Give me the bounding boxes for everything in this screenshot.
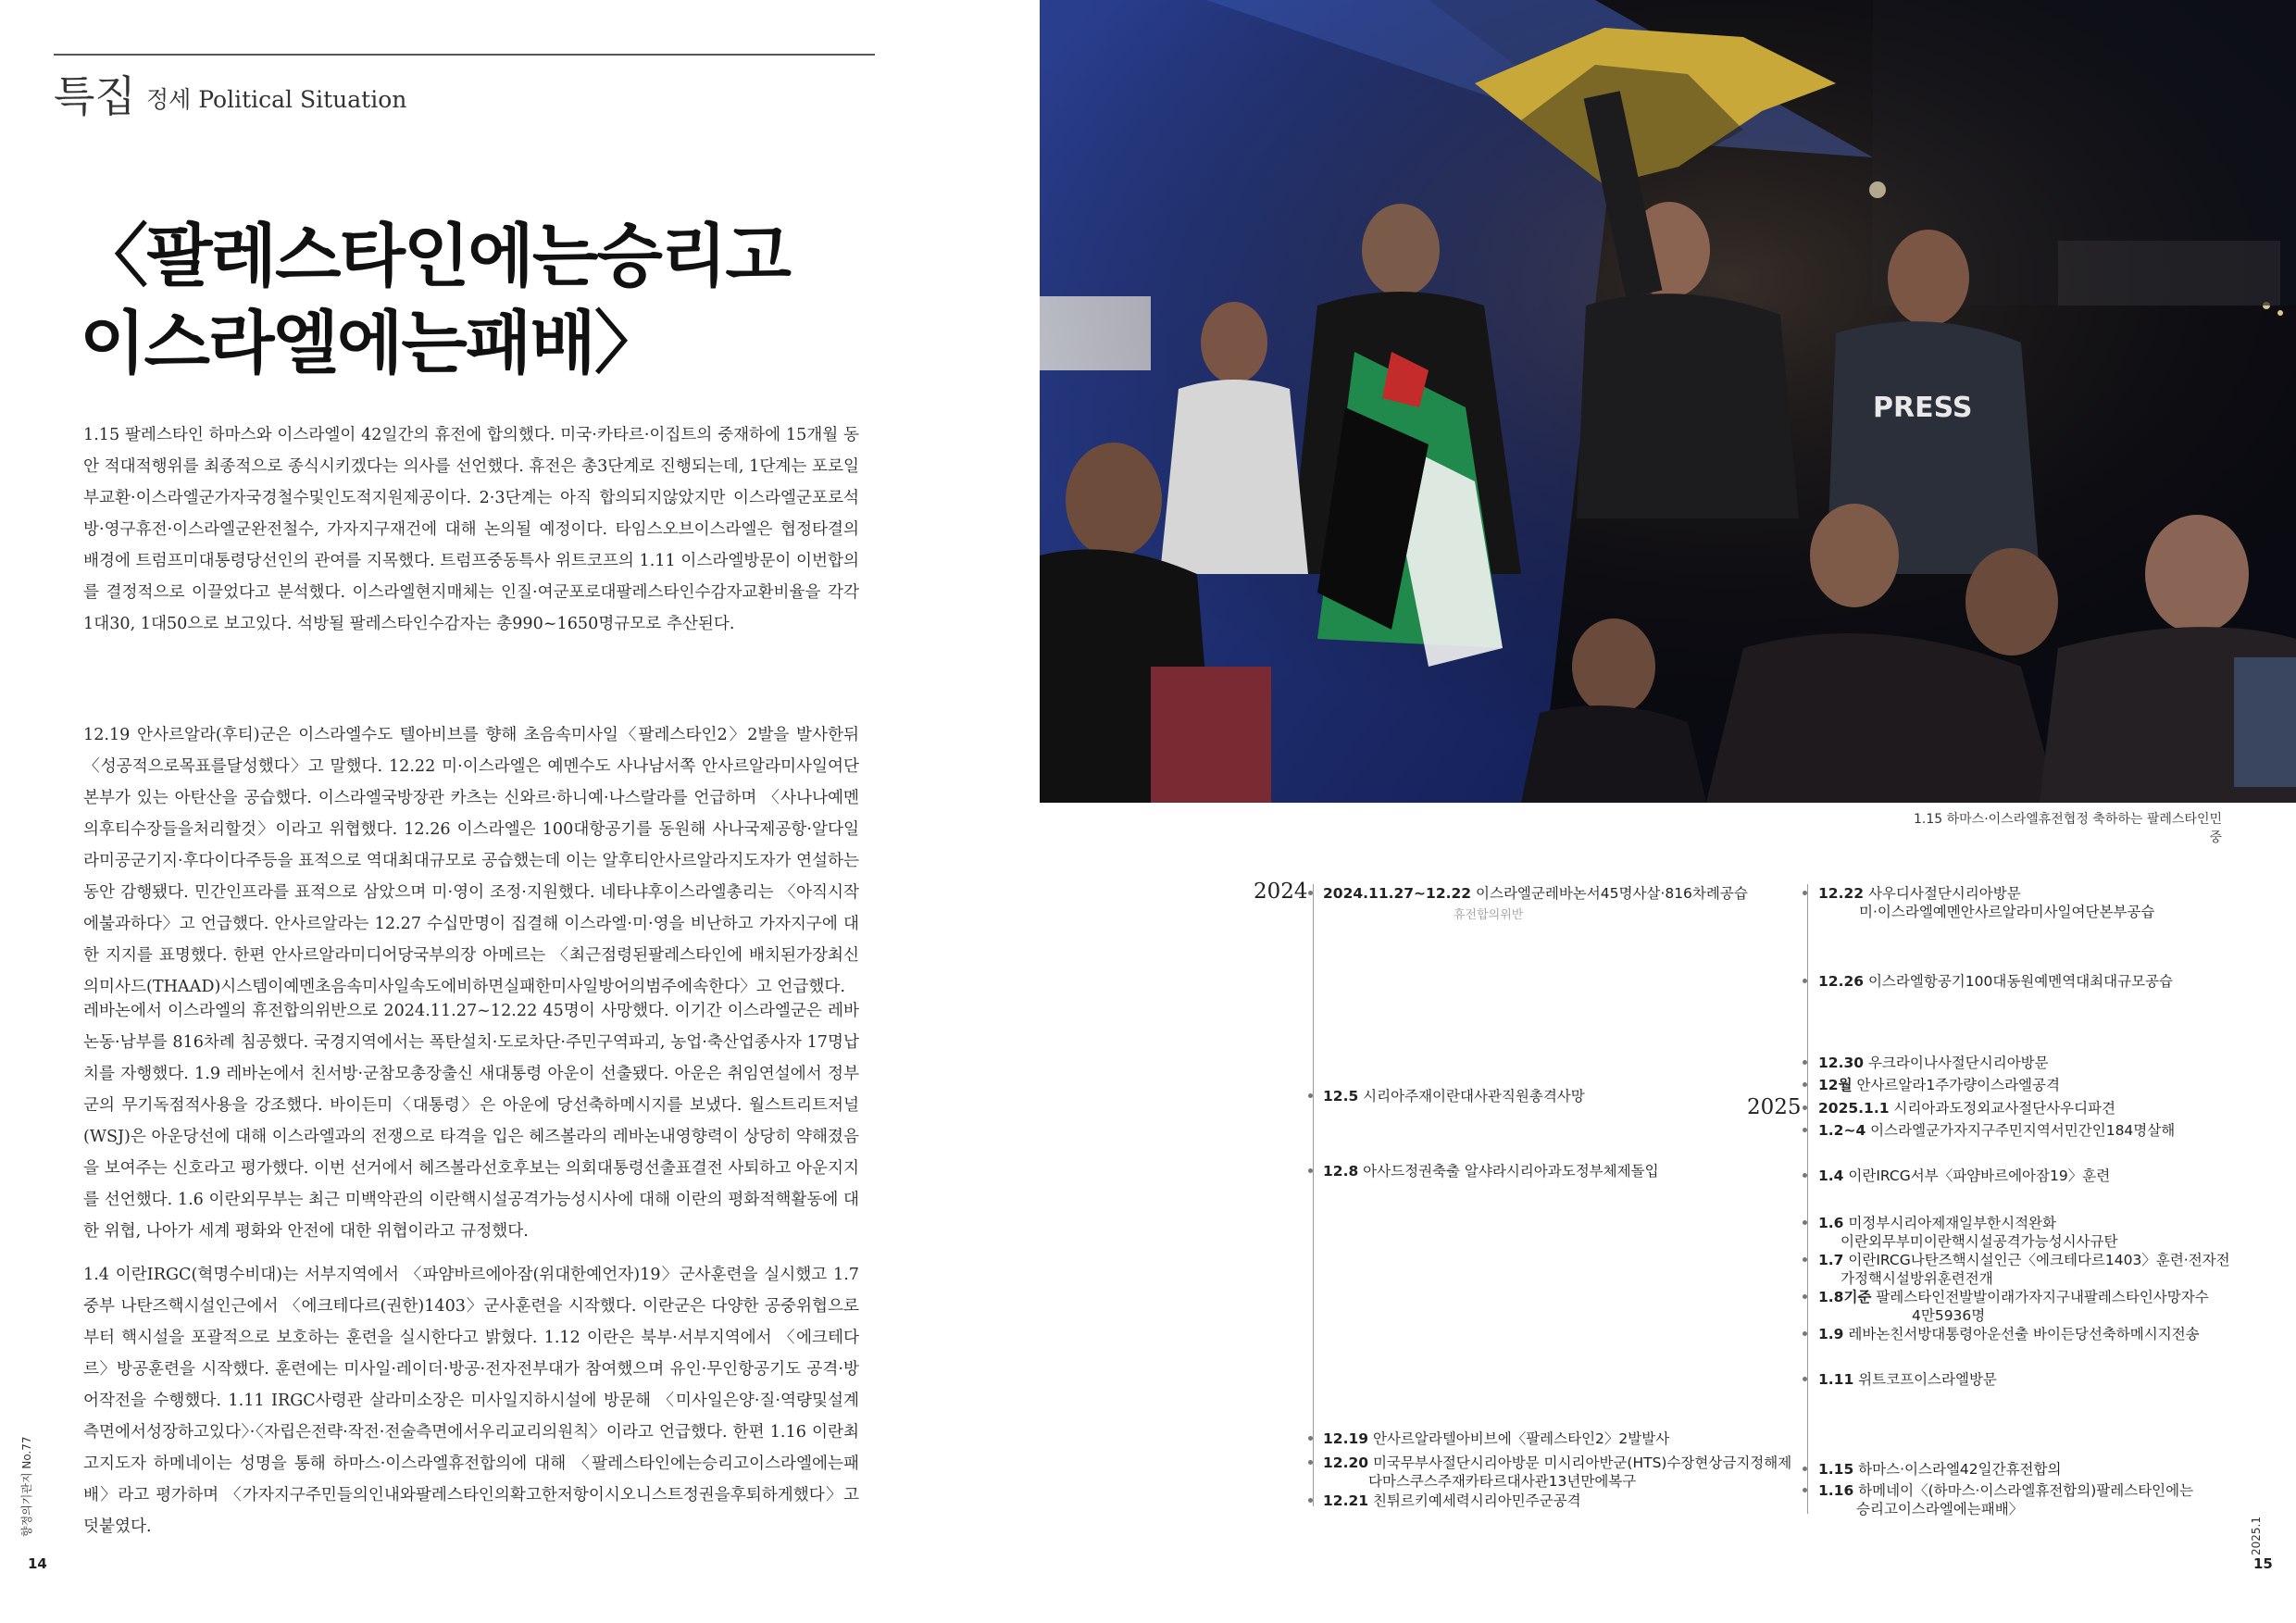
- event-text: 친튀르키예세력시리아민주군공격: [1368, 1492, 1581, 1509]
- event-text: 위트코프이스라엘방문: [1853, 1371, 1997, 1388]
- event-date: 1.9: [1818, 1326, 1844, 1342]
- event-date: 1.4: [1818, 1167, 1844, 1184]
- timeline-event: [1818, 972, 2173, 991]
- event-text: 이란IRCG서부〈파얌바르에아잠19〉훈련: [1843, 1167, 2111, 1184]
- timeline-dot: [1308, 1436, 1313, 1441]
- timeline-event: [1818, 1121, 2175, 1140]
- timeline-event: [1323, 1087, 1585, 1105]
- timeline-dot: [1803, 1105, 1807, 1110]
- body-paragraph: 레바논에서 이스라엘의 휴전합의위반으로 2024.11.27~12.22 45명이 사망했다. 이기간 이스라엘군은 레바논동·남부를 816차례 침공했다. 국경지역에서는 폭탄설치·도로차단·주민구역파괴, 농업·축산업종사자 17명납치를 자행했다. 1.9 레바논에서 친서방·군참모총장출신 새대통령 아운이 선출됐다. 아운은 취임연설에서 정부군의 무기독점적사용을 강조했다. 바이든미〈대통령〉은 아운에 당선축하메시지를 보냈다. 월스트리트저널(WSJ)은 아운당선에 대해 이스라엘과의 전쟁으로 타격을 입은 헤즈볼라의 레바논내영향력이 상당히 약해졌음을 보여주는 신호라고 평가했다. 이번 선거에서 헤즈볼라선호후보는 의회대통령선출표결전 사퇴하고 아운지지를 선언했다. 1.6 이란외무부는 최근 미백악관의 이란핵시설공격가능성시사에 대해 이란의 평화적핵활동에 대한 위협, 나아가 세계 평화와 안전에 대한 위협이라고 규정했다.: [83, 1002, 859, 1241]
- timeline-event: [1818, 1054, 2049, 1072]
- event-text: 아사드정권축출 알샤라시리아과도정부체제돌입: [1358, 1163, 1659, 1180]
- event-date: 1.15: [1818, 1461, 1854, 1478]
- timeline-event: [1323, 1454, 1791, 1472]
- spine-left: [19, 1426, 37, 1537]
- event-date: 12.20: [1323, 1454, 1369, 1471]
- event-text: 미정부시리아제재일부한시적완화: [1843, 1215, 2056, 1231]
- timeline-dot: [1803, 1082, 1807, 1087]
- timeline-dot: [1803, 1467, 1807, 1471]
- timeline-event: [1818, 1076, 2060, 1094]
- event-text: 하메네이〈(하마스·이스라엘휴전합의)팔레스타인에는: [1853, 1482, 2194, 1499]
- celebration-photo: [1040, 0, 2296, 803]
- event-text: 팔레스타인전발발이래가자지구내팔레스타인사망자수: [1871, 1289, 2209, 1305]
- timeline-event: [1323, 1162, 1659, 1180]
- event-text: 이스라엘항공기100대동원예멘역대최대규모공습: [1864, 973, 2174, 990]
- event-text: 사우디사절단시리아방문: [1864, 885, 2021, 902]
- event-date: 1.6: [1818, 1215, 1844, 1231]
- timeline-dot: [1308, 1498, 1313, 1503]
- timeline-event: [1818, 1214, 2056, 1232]
- timeline-dot: [1803, 1220, 1807, 1225]
- timeline-year-2024: 2024: [1254, 880, 1308, 904]
- event-text: 레바논친서방대통령아운선출 바이든당선축하메시지전송: [1843, 1326, 2200, 1342]
- timeline-event-continued: 4만5936명: [1912, 1307, 1986, 1324]
- event-date: 1.8기준: [1818, 1289, 1872, 1305]
- event-date: 2025.1.1: [1818, 1100, 1890, 1117]
- spine-right-text: 2025.1: [2250, 1517, 2263, 1555]
- timeline-event-continued: 가정핵시설방위훈련전개: [1841, 1270, 1993, 1287]
- article-title-line-1: 〈팔레스타인에는승리고: [80, 217, 790, 296]
- event-date: 12.19: [1323, 1430, 1369, 1447]
- timeline-event: [1818, 1251, 2230, 1269]
- event-date: 12.22: [1818, 885, 1865, 902]
- section-subtitle: 정세 Political Situation: [146, 86, 407, 113]
- timeline-dot: [1308, 1093, 1313, 1098]
- timeline-dot: [1803, 1488, 1807, 1492]
- body-paragraph: 1.15 팔레스타인 하마스와 이스라엘이 42일간의 휴전에 합의했다. 미국·카타르·이집트의 중재하에 15개월 동안 적대적행위를 최종적으로 종식시키겠다는 의사를 선언했다. 휴전은 총3단계로 진행되는데, 1단계는 포로일부교환·이스라엘군가자국경철수및인도적지원제공이다. 2·3단계는 아직 합의되지않았지만 이스라엘군포로석방·영구휴전·이스라엘군완전철수, 가자지구재건에 대해 논의될 예정이다. 타임스오브이스라엘은 협정타결의 배경에 트럼프미대통령당선인의 관여를 지목했다. 트럼프중동특사 위트코프의 1.11 이스라엘방문이 이번합의를 결정적으로 이끌었다고 분석했다. 이스라엘현지매체는 인질·여군포로대팔레스타인수감자교환비율을 각각 1대30, 1대50으로 보고있다. 석방될 팔레스타인수감자는 총990~1650명규모로 추산된다.: [83, 426, 859, 633]
- timeline-event: [1818, 1167, 2110, 1185]
- timeline-event: [1818, 1370, 1997, 1389]
- timeline-event: [1323, 1429, 1669, 1448]
- event-date: 1.2~4: [1818, 1122, 1866, 1139]
- timeline-event: [1323, 1492, 1581, 1510]
- timeline-event: [1818, 1460, 2061, 1479]
- event-date: 12.8: [1323, 1163, 1359, 1180]
- event-date: 1.7: [1818, 1252, 1844, 1268]
- timeline-dot: [1803, 1294, 1807, 1299]
- event-text: 이스라엘군가자지구주민지역서민간인184명살해: [1866, 1122, 2176, 1139]
- timeline-dot: [1308, 1460, 1313, 1465]
- header-rule: [54, 54, 875, 56]
- spine-left-text: 향정의기관지 No.77: [20, 1436, 33, 1537]
- timeline-event: [1818, 1481, 2193, 1500]
- timeline-event-continued: 다마스쿠스주재카타르대사관13년만에복구: [1368, 1473, 1637, 1490]
- event-date: 12월: [1818, 1077, 1853, 1093]
- press-vest-text: PRESS: [1873, 392, 1973, 424]
- timeline-event-continued: 미·이스라엘예멘안사르알라미사일여단본부공습: [1859, 904, 2155, 920]
- timeline-dot: [1803, 1331, 1807, 1336]
- body-paragraph: 12.19 안사르알라(후티)군은 이스라엘수도 텔아비브를 향해 초음속미사일〈팔레스타인2〉2발을 발사한뒤 〈성공적으로목표를달성했다〉고 말했다. 12.22 미·이스라엘은 예멘수도 사나남서쪽 안사르알라미사일여단본부가 있는 아탄산을 공습했다. 이스라엘국방장관 카츠는 신와르·하니예·나스랄라를 언급하며 〈사나나예멘의후티수장들을처리할것〉이라고 위협했다. 12.26 이스라엘은 100대항공기를 동원해 사나국제공항·알다일라미공군기지·후다이다주등을 표적으로 역대최대규모로 공습했는데 이는 알후티안사르알라지도자가 연설하는 동안 감행됐다. 민간인프라를 표적으로 삼았으며 미·영이 조정·지원했다. 네타냐후이스라엘총리는 〈아직시작에불과하다〉고 언급했다. 안사르알라는 12.27 수십만명이 집결해 이스라엘·미·영을 비난하고 가자지구에 대한 지지를 표명했다. 한편 안사르알라미디어당국부의장 아메르는 〈최근점령된팔레스타인에 배치된가장최신의미사드(THAAD)시스템이예멘초음속미사일속도에비하면실패한미사일방어의범주에속한다〉고 언급했다.: [83, 726, 859, 996]
- timeline-event-continued: 승리고이스라엘에는패배〉: [1856, 1501, 2024, 1517]
- timeline-event: [1323, 884, 1748, 903]
- event-text: 시리아주재이란대사관직원총격사망: [1358, 1088, 1585, 1105]
- event-text: 우크라이나사절단시리아방문: [1864, 1055, 2049, 1071]
- event-date: 12.21: [1323, 1492, 1369, 1509]
- timeline-dot: [1803, 891, 1807, 895]
- timeline-line-right: [1807, 884, 1808, 1514]
- event-text: 시리아과도정외교사절단사우디파견: [1889, 1100, 2115, 1117]
- timeline-dot: [1308, 1168, 1313, 1173]
- timeline-dot: [1803, 1173, 1807, 1178]
- event-date: 12.30: [1818, 1055, 1865, 1071]
- event-text: 이란IRCG나탄즈핵시설인근〈에크테다르1403〉훈련·전자전: [1843, 1252, 2230, 1268]
- page-number-right: 15: [2253, 1555, 2273, 1572]
- event-text: 이스라엘군레바논서45명사살·816차례공습: [1471, 885, 1748, 902]
- event-text: 안사르알라1주가량이스라엘공격: [1852, 1077, 2060, 1093]
- timeline-event: [1818, 884, 2021, 903]
- timeline-event: [1818, 1325, 2200, 1343]
- timeline-dot: [1803, 1377, 1807, 1381]
- spine-right: [2250, 1500, 2268, 1555]
- timeline-dot: [1803, 1128, 1807, 1132]
- photo-illustration: [1040, 0, 2296, 803]
- timeline-dot: [1308, 891, 1313, 895]
- body-paragraph: 1.4 이란IRGC(혁명수비대)는 서부지역에서 〈파얌바르에아잠(위대한예언자)19〉군사훈련을 실시했고 1.7 중부 나탄즈핵시설인근에서 〈에크테다르(권한)1403〉군사훈련을 시작했다. 이란군은 다양한 공중위협으로부터 핵시설을 포괄적으로 보호하는 훈련을 실시한다고 밝혔다. 1.12 이란은 북부·서부지역에서 〈에크테다르〉방공훈련을 시작했다. 훈련에는 미사일·레이더·방공·전자전부대가 참여했으며 유인·무인항공기도 공격·방어작전을 수행했다. 1.11 IRGC사령관 살라미소장은 미사일지하시설에 방문해 〈미사일은양·질·역량및설계측면에서성장하고있다〉·〈자립은전략·작전·전술측면에서우리교리의원칙〉이라고 언급했다. 한편 1.16 이란최고지도자 하메네이는 성명을 통해 하마스·이스라엘휴전합의에 대해 〈팔레스타인에는승리고이스라엘에는패배〉라고 평가하며 〈가자지구주민들의인내와팔레스타인의확고한저항이시오니스트정권을후퇴하게했다〉고 덧붙였다.: [83, 1266, 859, 1536]
- event-date: 12.26: [1818, 973, 1865, 990]
- event-date: 2024.11.27~12.22: [1323, 885, 1472, 902]
- event-date: 1.16: [1818, 1482, 1854, 1499]
- timeline-event: [1818, 1099, 2115, 1117]
- page-number-left: 14: [28, 1555, 47, 1572]
- timeline-line-left: [1313, 884, 1314, 1506]
- event-text: 하마스·이스라엘42일간휴전합의: [1853, 1461, 2062, 1478]
- timeline-event-continued: 이란외무부미이란핵시설공격가능성시사규탄: [1841, 1233, 2118, 1250]
- event-date: 1.11: [1818, 1371, 1854, 1388]
- section-label: 특집: [54, 71, 136, 121]
- timeline-year-2025: 2025: [1747, 1095, 1802, 1119]
- timeline-dot: [1803, 1257, 1807, 1262]
- event-text: 미국무부사절단시리아방문 미시리아반군(HTS)수장현상금지정해제: [1368, 1454, 1792, 1471]
- timeline-dot: [1803, 979, 1807, 983]
- photo-caption: 1.15 하마스·이스라엘휴전협정 축하하는 팔레스타인민중: [1914, 812, 2222, 845]
- timeline-event: [1818, 1288, 2209, 1306]
- timeline-note: 휴전합의위반: [1454, 908, 1524, 922]
- event-date: 12.5: [1323, 1088, 1359, 1105]
- article-title-line-2: 이스라엘에는패배〉: [80, 304, 661, 383]
- event-text: 안사르알라텔아비브에〈팔레스타인2〉2발발사: [1368, 1430, 1670, 1447]
- timeline-dot: [1803, 1060, 1807, 1065]
